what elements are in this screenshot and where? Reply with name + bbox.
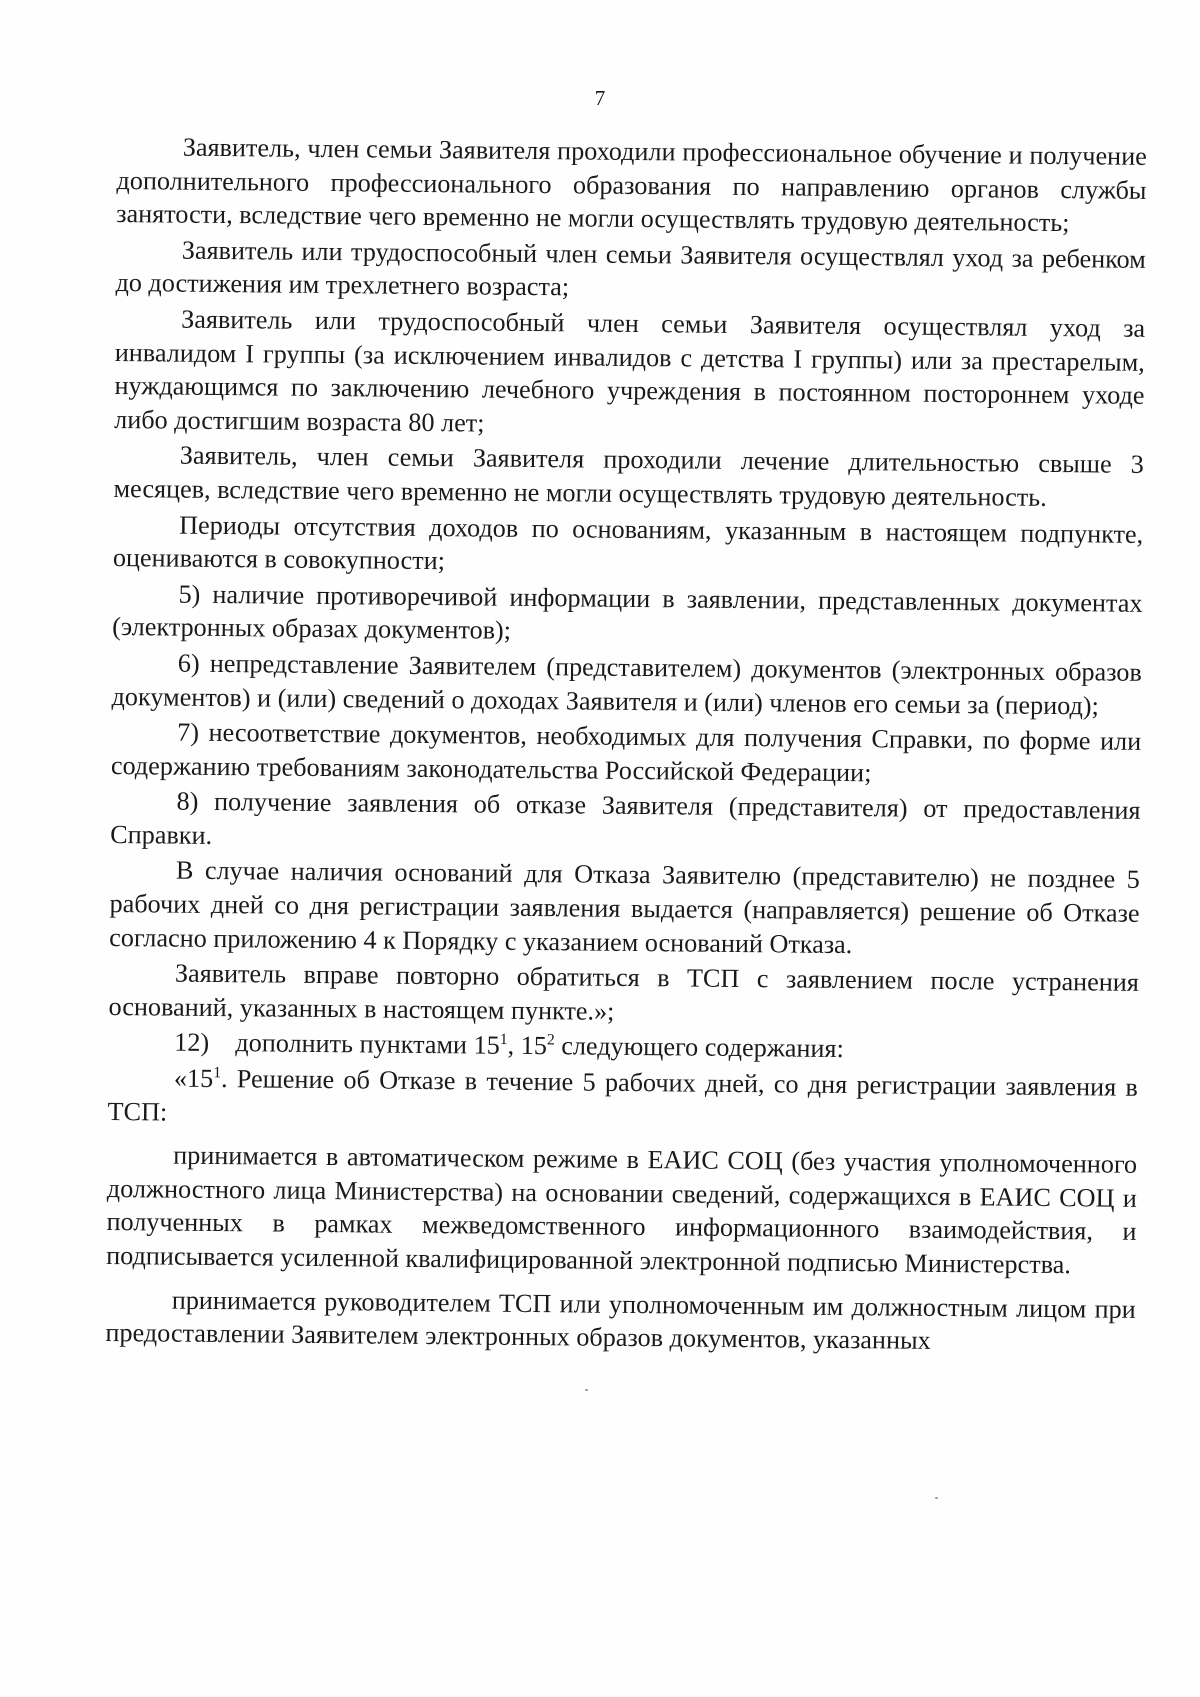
paragraph-disabled-care: Заявитель или трудоспособный член семьи Заявителя осуществлял уход за инвалидом I группы (за исключением инвалидов с детства I группы) или за престарелым, нуждающимся по заключению лечебного учреждения в постоянном постороннем уходе либо достигшим возраста 80 лет; xyxy=(114,304,1146,438)
paragraph-refusal-case: В случае наличия оснований для Отказа Заявителю (представителю) не позднее 5 рабочих дней со дня регистрации заявления выдается (направляется) решение об Отказе согласно приложению 4 к Порядку с указанием оснований Отказа. xyxy=(109,856,1140,959)
superscript: 1 xyxy=(213,1064,222,1082)
paragraph-child-care: Заявитель или трудоспособный член семьи Заявителя осуществлял уход за ребенком до достижения им трехлетнего возраста; xyxy=(115,235,1146,302)
item-12-number: 12) xyxy=(174,1028,210,1058)
item-5: 5) наличие противоречивой информации в заявлении, представленных документах (электронных образах документов); xyxy=(112,579,1143,646)
item-6: 6) непредставление Заявителем (представителем) документов (электронных образов документов) и (или) сведений о доходах Заявителя и (или) членов его семьи за (период); xyxy=(111,648,1142,720)
paragraph-reapply: Заявитель вправе повторно обратиться в ТСП с заявлением после устранения оснований, указанных в настоящем пункте.»; xyxy=(108,958,1140,1026)
paragraph-manager: принимается руководителем ТСП или уполномоченным им должностным лицом при предоставлении Заявителем электронных образов документов, указанных xyxy=(105,1285,1136,1356)
superscript: 1 xyxy=(499,1031,508,1049)
item-15-1-open: «15 xyxy=(173,1063,214,1093)
paragraph-training: Заявитель, член семьи Заявителя проходили профессиональное обучение и получение дополнительного профессионального образования по направлению органов службы занятости, вследствие чего временно не могли осуществлять трудовую деятельность; xyxy=(116,132,1147,238)
document-body xyxy=(105,130,1147,1362)
superscript: 2 xyxy=(546,1031,555,1049)
paragraph-periods: Периоды отсутствия доходов по основаниям, указанным в настоящем подпункте, оцениваются в совокупности; xyxy=(112,510,1144,576)
item-12-text: дополнить пунктами 15 xyxy=(235,1028,500,1061)
item-15-1-text: . Решение об Отказе в течение 5 рабочих дней, со дня регистрации заявления в ТСП: xyxy=(107,1064,1138,1127)
page-number: 7 xyxy=(594,86,606,110)
paragraph-automatic: принимается в автоматическом режиме в ЕАИС СОЦ (без участия уполномоченного должностного лица Министерства) на основании сведений, содержащихся в ЕАИС СОЦ и полученных в рамках межведомственного информационного взаимодействия, и подписывается усиленной квалифицированной электронной подписью Министерства. xyxy=(106,1140,1138,1280)
item-7: 7) несоответствие документов, необходимых для получения Справки, по форме или содержанию требованиям законодательства Российской Федерации; xyxy=(110,717,1142,787)
scan-speck xyxy=(585,1389,588,1391)
item-12-text-end: следующего содержания: xyxy=(554,1031,844,1064)
item-8: 8) получение заявления об отказе Заявителя (представителя) от предоставления Справки. xyxy=(110,786,1141,850)
item-12-text-comma: , 15 xyxy=(507,1031,548,1061)
item-15-1 xyxy=(107,1061,1138,1138)
paragraph-treatment: Заявитель, член семьи Заявителя проходили лечение длительностью свыше 3 месяцев, вследствие чего временно не могли осуществлять трудовую деятельность. xyxy=(113,440,1144,512)
scan-speck xyxy=(935,1497,938,1499)
